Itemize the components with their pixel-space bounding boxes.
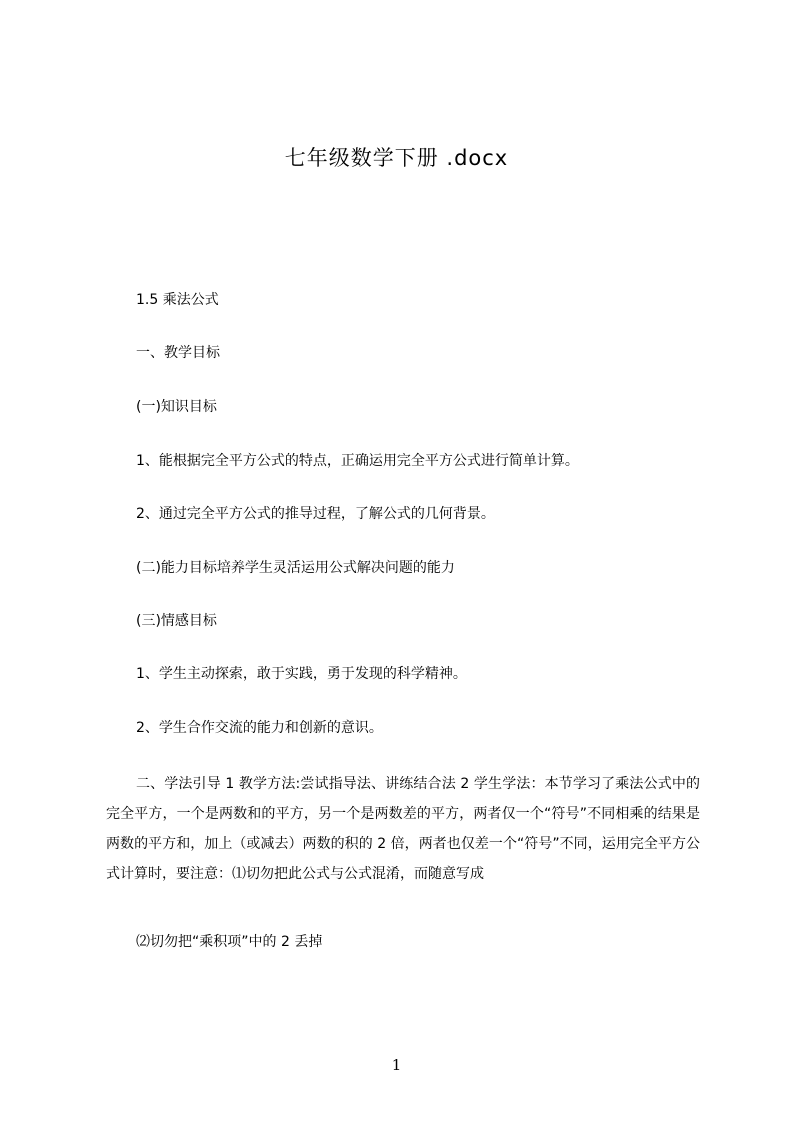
heading-emotional-goals: (三)情感目标 xyxy=(136,613,217,629)
emotional-goal-1: 1、学生主动探索，敢于实践，勇于发现的科学精神。 xyxy=(136,666,467,682)
page-number: 1 xyxy=(391,1056,402,1074)
emotional-goal-2: 2、学生合作交流的能力和创新的意识。 xyxy=(136,720,383,736)
heading-knowledge-goals: (一)知识目标 xyxy=(136,399,217,415)
section-heading: 1.5 乘法公式 xyxy=(136,292,219,308)
knowledge-goal-1: 1、能根据完全平方公式的特点，正确运用完全平方公式进行简单计算。 xyxy=(136,453,579,469)
note-paragraph: ⑵切勿把“乘积项”中的 2 丢掉 xyxy=(136,934,323,950)
knowledge-goal-2: 2、通过完全平方公式的推导过程，了解公式的几何背景。 xyxy=(136,506,495,522)
study-method-paragraph: 二、学法引导 1 教学方法:尝试指导法、讲练结合法 2 学生学法：本节学习了乘法公式中的完全平方，一个是两数和的平方，另一个是两数差的平方，两者仅一个“符号”不同相乘的结果是两数的平方和，加上（或减去）两数的积的 2 倍，两者也仅差一个“符号”不同，运用完全平方公式计算时，要注意：⑴切勿把此公式与公式混淆，而随意写成 xyxy=(106,776,700,882)
document-title: 七年级数学下册 .docx xyxy=(284,146,509,170)
heading-teaching-goals: 一、教学目标 xyxy=(136,345,220,361)
ability-goal: (二)能力目标培养学生灵活运用公式解决问题的能力 xyxy=(136,560,455,576)
